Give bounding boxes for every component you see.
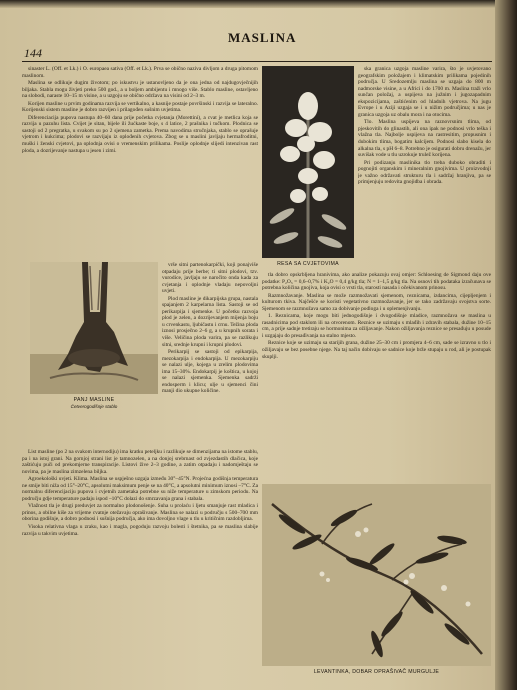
tree-stump-illustration — [30, 262, 158, 394]
left-column-mid — [162, 262, 258, 446]
right-column-top — [358, 66, 491, 272]
olive-twig-illustration — [262, 484, 491, 666]
paragraph: vrše sitni partenokarpički, koji ponajviše otpadaju prije berbe; ti sitni plodovi, tzv. vurodice, javljaju se naročito onda kada za cvjetanja i oplodnje vladaju nepovoljni uvjeti. — [162, 262, 258, 295]
flower-figure-caption: RESA SA CVJETOVIMA — [277, 261, 339, 267]
paragraph: Reznice koje se uzimaju sa starijih grana, dužine 25–30 cm i promjera 4–6 cm, sade se izravno u tlo i ožiljavaju se bez posebne njege. Na taj način dobivaju se sadnice koje brže stupaju u rod, ali je postupak skuplji. — [262, 340, 491, 360]
paragraph: Visoka relativna vlaga u zraku, kao i magla, pogoduju razvoju bolesti i štetnika, pa se maslina slabije razvija u takvim uvjetima. — [22, 524, 258, 537]
tree-figure-subcaption: Četverogodišnje stablo — [70, 404, 118, 409]
paragraph: tla dobro opskrbljena hranivima, ako analize pokazuju ovaj omjer: Schloesing de Sigmond daju ove podatke: P₂O₅ = 0,6–0,7% i K₂O = 0,4 g/kg tla; N = 1–1,5 g/kg tla. Na osnovi tih podataka izračunava se potrebna količina gnojiva, koja ovisi o vrsti tla, starosti nasada i očekivanom prinosu. — [262, 272, 491, 292]
header-rule — [22, 61, 492, 62]
left-column-top — [22, 66, 258, 259]
tree-figure-caption: PANJ MASLINE — [73, 397, 115, 403]
paragraph: Perikarpij se sastoji od epikarpija, mezokarpija i endokarpija. U mezokarpiju se nalazi ulje, kojega u zrelim plodovima ima 15–30%. Endokarpij je koštica, u kojoj se nalazi sjemenka. Sjemenka sadrži endosperm i klicu; ulje u sjemenci čini manji dio ukupne količine. — [162, 349, 258, 395]
running-head: MASLINA — [228, 30, 297, 45]
right-column-mid — [262, 272, 491, 480]
left-column-bottom — [22, 449, 258, 681]
olive-twig-figure — [262, 484, 491, 666]
flowering-branch-illustration — [262, 66, 354, 258]
paragraph: Diferenciacija pupova nastupa 40–60 dana prije početka cvjetanja (Morettini), a cvat je metlica koja se razvija u pazuhu lista. Cvijet je sitan, bijele ili žućkaste boje, s 4 latice, 2 prašnika i tučkom. Plodnica se sastoji od 2 pregratka, u svakom su po 2 sjemena zametka. Prema navodima stručnjaka, stablo se oprašuje vjetrom i kukcima; plodovi se razvijaju iz oplođenih cvjetova. Zbog se u maslini javljaju hermafroditni, muški i ženski cvjetovi, pa oplodnja ovisi o vremenskim prilikama. Poslije oplodnje slijedi intenzivan rast ploda, a dozrijevanje nastupa u jesen i zimi. — [22, 114, 258, 154]
paragraph: ska granica uzgoja masline varira, što je uvjetovano geografskim položajem i klimatskim prilikama pojedinih područja. U Sredozemlju maslina se uzgaja do 800 m nadmorske visine, a u Africi i do 1700 m. Maslina traži vrlo sunčan položaj, a uspijeva na južnim i jugozapadnim ekspozicijama, zaštićenim od hladnih vjetrova. Na jugu Evrope i u Aziji uzgaja se i u nižim područjima; u nas je granica uzgoja uz obalu mora i na otocima. — [358, 66, 491, 118]
flower-figure — [262, 66, 354, 258]
paragraph: Pri podizanju maslinika tlo treba duboko obraditi i pognojiti organskim i mineralnim gnojivima. U proizvodnji je važno održavati strukturu tla i sadržaj hranjiva, pa se primjenjuju redovita gnojidba i obrada. — [358, 159, 491, 186]
page-number: 144 — [24, 46, 42, 60]
paragraph: Maslina se odlikuje dugim životom; po iskustvu je ustanovljeno da je ona jedna od najdugovječnijih biljaka. Stabla mogu živjeti preko 500 god., a u boljem ambijentu i mnogo više. Stablo masline, ostavljeno na slobodi, naraste 10–15 m visine, a u uzgoju se obično održava na visini od 2–3 m. — [22, 80, 258, 100]
paragraph: Korijen masline u prvim godinama razvija se vertikalno, a kasnije postaje površinski i razvija se lateralno. Korijenski sistem masline je dobro razvijen i prilagođen sušnim uvjetima. — [22, 100, 258, 114]
book-gutter-shadow — [495, 0, 517, 690]
paragraph: Plod masline je dikarpijska grupa, nastala spajanjem 2 karpelarna lista. Sastoji se od perikarpija i sjemenke. U početku razvoja plod je zelen, a dozrijevanjem mijenja boju u crvenkastu, ljubičastu i crnu. Težina ploda iznosi prosječno 2–6 g, a u krupnih sorata i više. Veličina ploda varira, pa se razlikuju sitni, srednje krupni i krupni plodovi. — [162, 295, 258, 348]
paragraph: Tlo. Maslina uspijeva na raznovrsnim tlima, od pjeskovitih do glinastih, ali ona ipak ne podnosi vrlo teška i vlažna tla. Najbolje uspijeva na rastresitim, propusnim i dubokim tlima, bogatim kalcijem. Podnosi slabo kisela do alkalna tla, s pH 6–8. Potrebno je osigurati dobru drenažu, jer suvišak vode u tlu uzrokuje trulež korijena. — [358, 119, 491, 159]
paragraph: Razmnožavanje. Maslina se može razmnožavati sjemenom, reznicama, izdancima, cijepljenjem i kulturom tkiva. Najčešće se koristi vegetativno razmnožavanje, jer se tako zadržavaju svojstva sorte. Sjemenom se razmnožava samo za dobivanje podloga i u oplemenjivanju. — [262, 292, 491, 312]
paragraph: sinaster L. (Off. et Lk.) i O. europaea sativa (Off. et Lk.). Prva se obično naziva divljom a druga pitomom maslinom. — [22, 66, 258, 79]
paragraph: List masline (po 2 na svakom internodiju) ima kratku peteljku i razlikuje se dimenzijama na istome stablu, pa i na istoj grani. Na gornjoj strani list je tamnozelen, a na donjoj srebrnast od zvjezdastih dlačica, koje zaštićuju puči od prekomjerne transpiracije. Listovi žive 2–3 godine, a zatim otpadaju i nadomještaju se novima, pa je maslina zimzelena biljka. — [22, 449, 258, 475]
paragraph: Agroekološki uvjeti. Klima. Maslina se uspješno uzgaja između 30°–45°N. Projećna godišnja temperatura ne smije biti niža od 15°–20°C, apsolutni maksimum penje se na 40°C, a apsolutni minimum iznosi –7°C. Za normalnu diferencijaciju pupova i cvjetnih zametaka potrebne su niže temperature u zimskom periodu. Na području gdje temperature padaju ispod –10°C dolazi do smrzavanja grana i stabala. — [22, 476, 258, 502]
tree-stump-figure — [30, 262, 158, 394]
paragraph: Vlažnost tla je drugi preduvjet za normalno plodonošenje. Suha u prolaću i ljetu smanjuje rast mladica i prinos, a obilne kiše za vrijeme cvatnje otežavaju oprašivanje. Maslina se nalazi u području s 500–700 mm oborina godišnje, a dobro podnosi i sušnija područja, ako ima dovoljno vlage u tlu u kritičnim razdobljima. — [22, 503, 258, 523]
twig-figure-caption: LEVANTINKA, DOBAR OPRAŠIVAČ MURGULJE — [313, 669, 440, 675]
paragraph: 1. Reznicama, koje mogu biti jednogodišnje i dvogodišnje mladice, razmnožava se maslina u rasadnicima pod staklom ili na otvorenom. Reznice se uzimaju s mlađih i zdravih stabala, dužine 10–15 cm, a prije sadnje tretiraju se hormonima za ožiljavanje. Nakon ožiljavanja reznice se presađuju u posude i uzgajaju do presađivanja na stalno mjesto. — [262, 313, 491, 339]
page-top-shadow — [0, 0, 517, 8]
